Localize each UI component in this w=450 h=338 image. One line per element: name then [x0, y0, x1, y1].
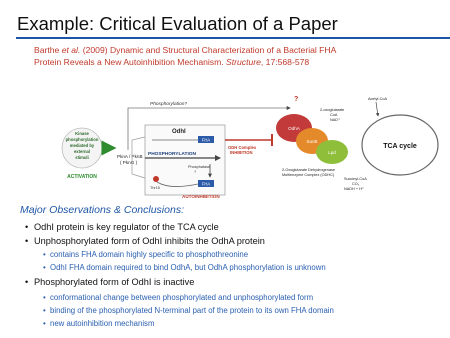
fha-top-label: FHA — [201, 137, 211, 143]
acetyl-coa-arrow — [376, 102, 378, 116]
coa-label: CoA — [330, 113, 338, 117]
activation-label: ACTIVATION — [67, 174, 97, 180]
citation-authors: Barthe — [34, 45, 62, 55]
citation-journal: Structure — [226, 57, 261, 67]
co2-label: CO₂ — [352, 182, 360, 186]
kinase-text-2: phosphorylation — [65, 137, 99, 142]
odha-label: OdhA — [288, 126, 300, 131]
phosphorylation-question-label: Phosphorylation? — [150, 102, 188, 107]
kinase-text-5: stimuli — [75, 155, 89, 160]
phosphorylation-label: PHOSPHORYLATION — [148, 152, 196, 157]
nadh-label: NADH + H⁺ — [344, 187, 364, 191]
pkna-label: PknA / PknB — [117, 154, 143, 159]
citation-etal: et al. — [61, 45, 81, 55]
thr15-label: Thr15 — [150, 186, 160, 190]
sub-bullet-item: • conformational change between phosphorylated and unphosphorylated form — [50, 293, 313, 302]
sucb-label: SucB — [306, 139, 318, 144]
sub-bullet-item: • contains FHA domain highly specific to phosphothreonine — [50, 250, 248, 259]
title-underline — [16, 37, 450, 39]
odhi-label: OdhI — [172, 129, 186, 135]
slide-title: Example: Critical Evaluation of a Paper — [17, 13, 338, 34]
acetyl-coa-label: Acetyl-CoA — [368, 97, 387, 101]
nad-label: NAD⁺ — [330, 118, 341, 122]
odhc-label-1: 2-Oxoglutarate Dehydrogenase — [282, 168, 335, 172]
pkng-label: ( PknG ) — [120, 160, 138, 165]
bullet-item: • Phosphorylated form of OdhI is inactive — [34, 277, 194, 287]
odhc-label-2: Multienzyme Complex (ODHC) — [282, 173, 335, 177]
bullet-item: • OdhI protein is key regulator of the TCA cycle — [34, 222, 219, 232]
phosphate-circle — [153, 176, 159, 182]
odh-inhibition-label-2: INHIBITION — [230, 150, 253, 155]
citation-title-line2: Protein Reveals a New Autoinhibition Mechanism. — [34, 57, 227, 67]
oxoglutarate-label: 2-oxoglutarate — [320, 108, 345, 112]
citation — [34, 44, 434, 68]
odh-inhibition-label-1: ODH Complex — [228, 145, 257, 150]
lpd-label: Lpd — [328, 150, 336, 155]
autoinhibition-label: AUTOINHIBITION — [182, 194, 220, 199]
kinase-text-4: external — [73, 149, 91, 154]
tca-cycle-label: TCA cycle — [383, 143, 417, 150]
sub-bullet-item: • new autoinhibition mechanism — [50, 319, 154, 328]
kinase-text-1: Kinase — [75, 131, 89, 136]
bullet-item: • Unphosphorylated form of OdhI inhibits the OdhA protein — [34, 236, 265, 246]
sub-bullet-item: • OdhI FHA domain required to bind OdhA, but OdhA phosphorylation is unknown — [50, 263, 326, 272]
citation-title-line1: (2009) Dynamic and Structural Characterization of a Bacterial FHA — [80, 45, 337, 55]
fha-bottom-label: FHA — [201, 181, 211, 187]
phosphatase-question: ? — [194, 170, 197, 174]
odha-phosphorylation-question: ? — [294, 96, 299, 103]
phosphatase-label: Phosphatase — [188, 165, 211, 169]
sub-bullet-item: • binding of the phosphorylated N-terminal part of the protein to its own FHA domain — [50, 306, 334, 315]
kinase-text-3: mediated by — [69, 143, 95, 148]
observations-heading: Major Observations & Conclusions: — [20, 204, 184, 216]
citation-volume: , 17:568-578 — [260, 57, 310, 67]
mechanism-figure — [60, 92, 440, 200]
succinyl-coa-label: Succinyl-CoA — [344, 177, 367, 181]
kinase-stimuli-ellipse — [62, 128, 102, 168]
